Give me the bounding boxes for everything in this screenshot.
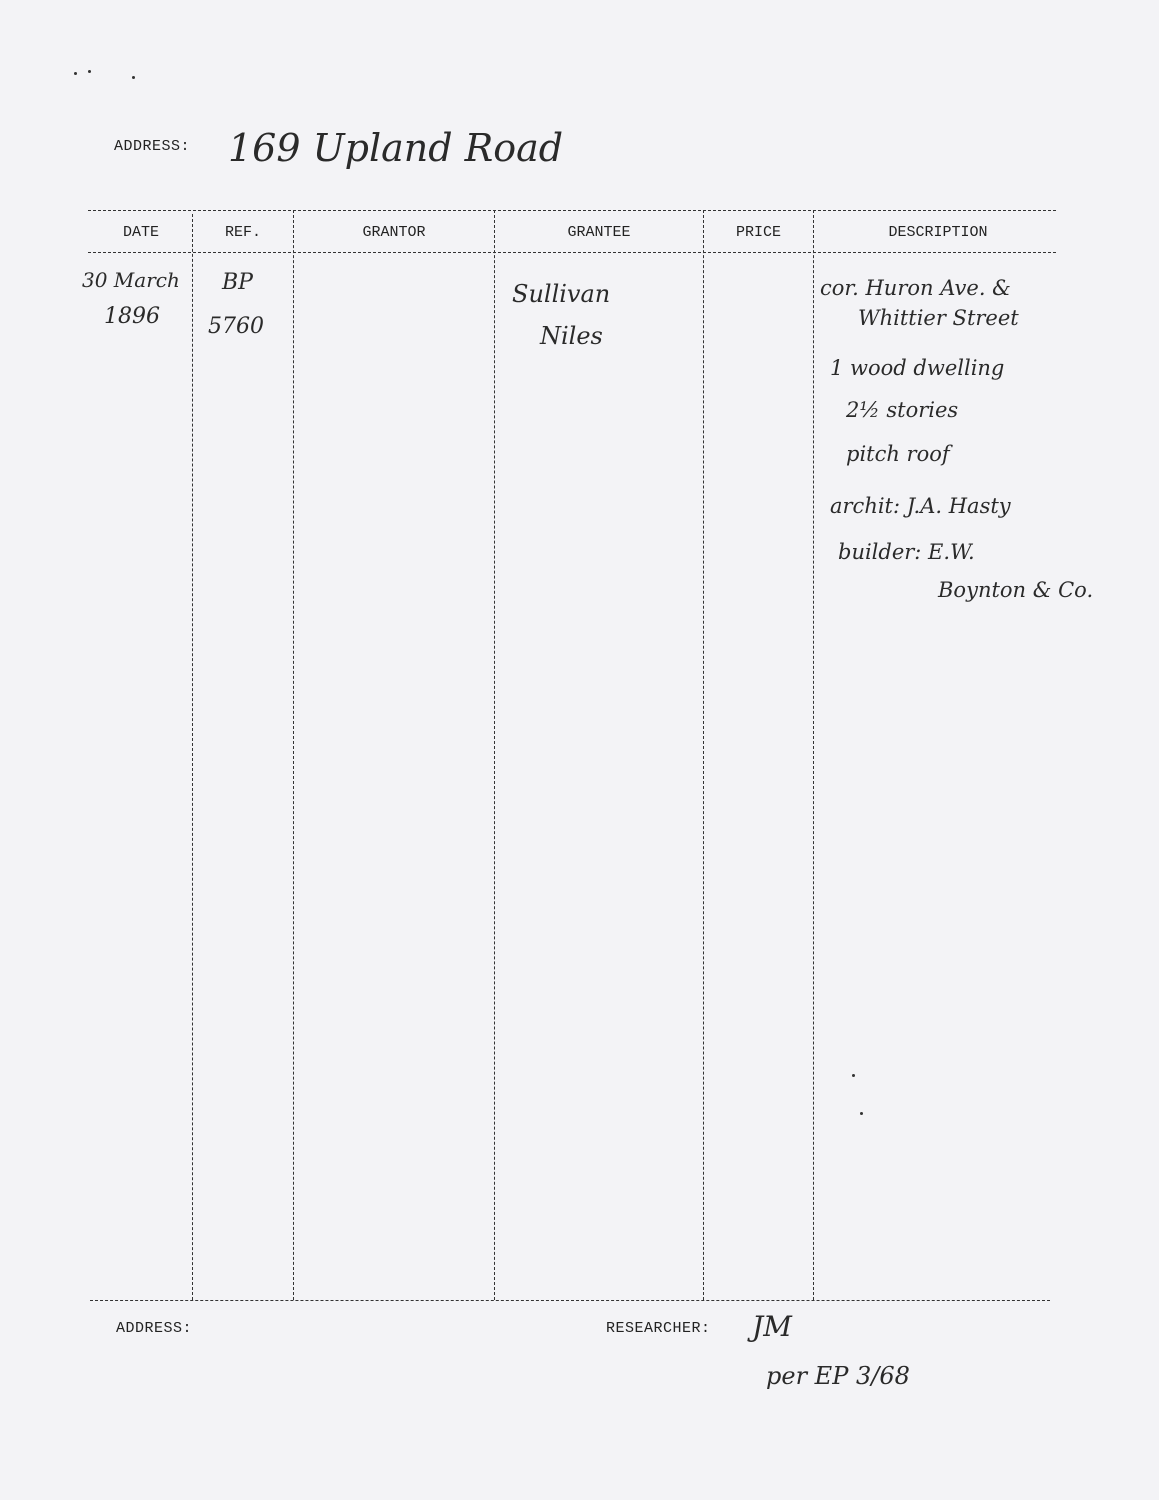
description-cell-line: pitch roof	[846, 442, 950, 466]
description-cell-line: 2½ stories	[846, 398, 959, 422]
grantee-cell-line: Niles	[540, 322, 603, 350]
column-header-grantee: GRANTEE	[567, 224, 631, 241]
description-cell-line: 1 wood dwelling	[830, 356, 1005, 380]
scan-speck	[88, 70, 91, 73]
description-cell-line: archit: J.A. Hasty	[830, 494, 1011, 518]
scan-speck	[860, 1112, 863, 1115]
column-header-price: PRICE	[735, 224, 781, 241]
date-cell-line: 1896	[104, 304, 160, 329]
ref-cell-line: 5760	[208, 314, 264, 339]
address-label: ADDRESS:	[114, 138, 191, 155]
scan-speck	[852, 1074, 855, 1077]
description-cell-line: Boynton & Co.	[938, 578, 1094, 602]
date-cell-line: 30 March	[82, 268, 180, 292]
researcher-value: JM	[752, 1310, 792, 1343]
table-header-rule	[88, 252, 1056, 253]
column-divider	[703, 210, 704, 1300]
column-header-grantor: GRANTOR	[362, 224, 426, 241]
column-header-ref: REF.	[224, 224, 261, 241]
column-divider	[192, 214, 193, 1300]
column-header-date: DATE	[122, 224, 159, 241]
scan-speck	[74, 72, 77, 75]
researcher-label: RESEARCHER:	[606, 1320, 711, 1337]
scan-speck	[132, 76, 135, 79]
column-divider	[494, 210, 495, 1300]
table-bottom-rule	[90, 1300, 1050, 1301]
grantee-cell-line: Sullivan	[512, 280, 611, 308]
description-cell-line: builder: E.W.	[838, 540, 975, 564]
column-divider	[813, 210, 814, 1300]
column-header-description: DESCRIPTION	[888, 224, 988, 241]
footer-address-label: ADDRESS:	[116, 1320, 193, 1337]
ref-cell-line: BP	[222, 270, 253, 295]
description-cell-line: Whittier Street	[858, 306, 1019, 330]
researcher-note: per EP 3/68	[766, 1362, 910, 1390]
address-value: 169 Upland Road	[228, 126, 564, 170]
column-divider	[293, 210, 294, 1300]
table-top-rule	[88, 210, 1056, 211]
description-cell-line: cor. Huron Ave. &	[820, 276, 1011, 300]
